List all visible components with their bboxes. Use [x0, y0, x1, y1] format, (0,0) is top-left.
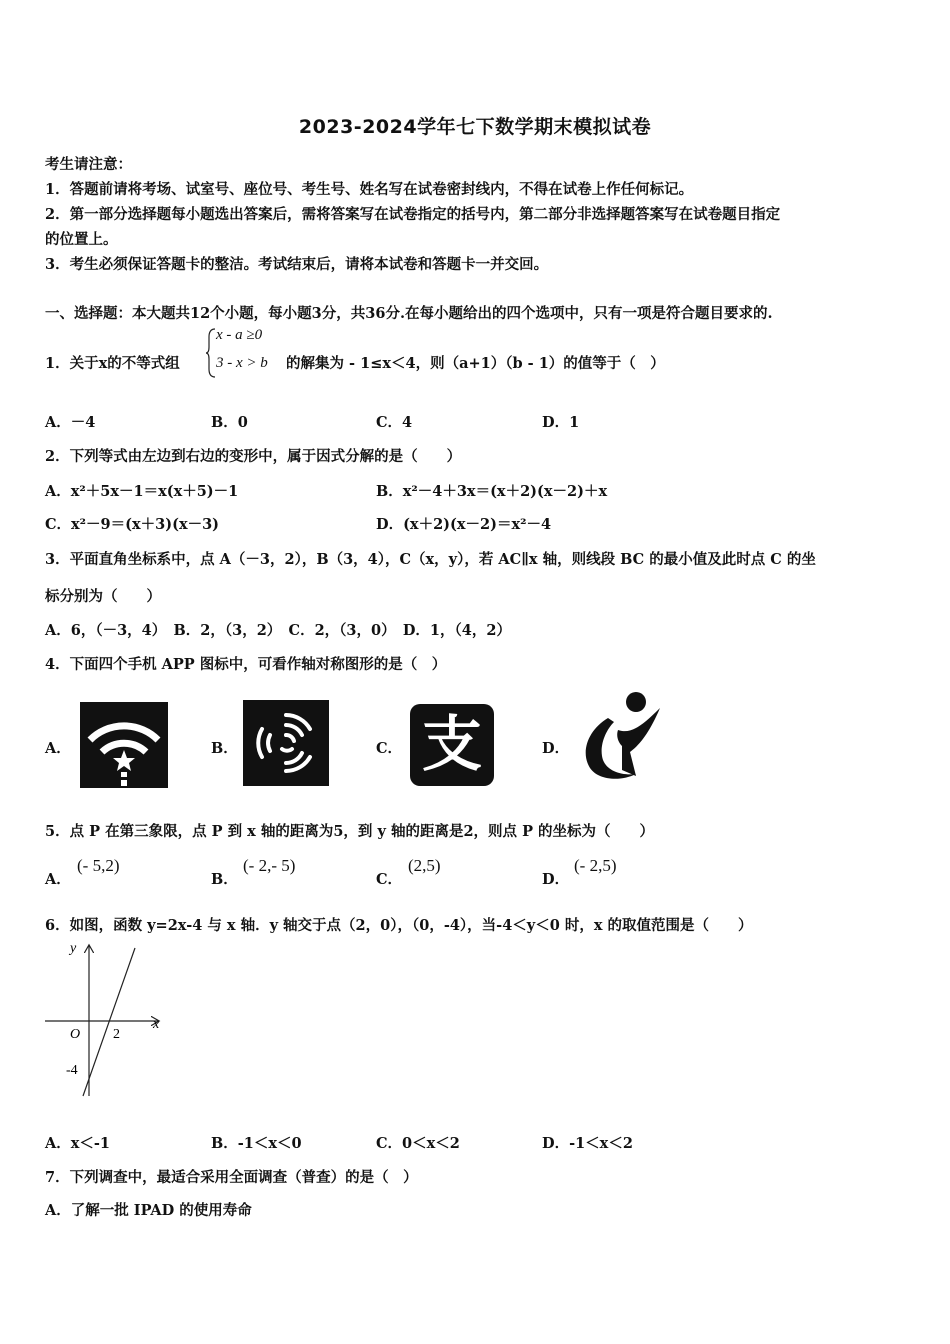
x-axis-label: x	[153, 1017, 160, 1032]
q5-coord-b: (- 2,- 5)	[243, 856, 296, 875]
q5-label-b: B．	[211, 871, 238, 888]
q5-coord-d: (- 2,5)	[574, 856, 617, 875]
q6-option-c: C．0＜x＜2	[376, 1135, 460, 1152]
q6-graph	[40, 936, 170, 1101]
page-title: 2023-2024学年七下数学期末模拟试卷	[298, 116, 652, 138]
x-intercept-label: 2	[113, 1027, 120, 1042]
q7-option-a: A．了解一批 IPAD 的使用寿命	[45, 1202, 252, 1219]
function-line	[83, 948, 135, 1096]
q1-option-d: D．1	[542, 414, 580, 431]
q6-option-d: D．-1＜x＜2	[542, 1135, 633, 1152]
q6-stem: 6．如图，函数 y=2x-4 与 x 轴．y 轴交于点（2，0），（0，-4），当-4＜y＜0 时，x 的取值范围是（ ）	[45, 917, 753, 934]
notice-item-1: 1．答题前请将考场、试室号、座位号、考生号、姓名写在试卷密封线内，不得在试卷上作任何标记。	[45, 181, 694, 198]
q1-option-b: B．0	[211, 414, 248, 431]
y-intercept-label: -4	[66, 1063, 78, 1078]
q1-prefix: 1．关于x的不等式组	[45, 355, 180, 372]
origin-label: O	[70, 1027, 81, 1042]
alipay-app-icon	[410, 704, 494, 786]
q6-option-b: B．-1＜x＜0	[211, 1135, 302, 1152]
q2-option-b: B．x²－4＋3x＝(x＋2)(x－2)＋x	[376, 483, 608, 500]
q4-label-d: D．	[542, 740, 570, 757]
q1-inequality-2: 3 - x > b	[216, 355, 268, 371]
q5-label-c: C．	[376, 871, 403, 888]
q5-coord-c: (2,5)	[408, 856, 441, 875]
q5-stem: 5．点 P 在第三象限，点 P 到 x 轴的距离为5，到 y 轴的距离是2，则点 P 的坐标为（ ）	[45, 823, 655, 840]
section-heading: 一、选择题：本大题共12个小题，每小题3分，共36分.在每小题给出的四个选项中，只有一项是符合题目要求的.	[45, 305, 773, 322]
y-axis-label: y	[70, 941, 77, 956]
q2-option-d: D．(x＋2)(x－2)＝x²－4	[376, 516, 552, 533]
q4-label-c: C．	[376, 740, 403, 757]
q1-option-a: A．－4	[45, 414, 96, 431]
q5-label-a: A．	[45, 871, 71, 888]
q4-label-a: A．	[45, 740, 71, 757]
wifi-app-icon	[80, 702, 168, 788]
q1-inequality-1: x - a ≥0	[216, 327, 263, 343]
q3-options: A．6，（－3，4） B．2，（3，2） C．2，（3，0） D．1，（4，2）	[45, 622, 511, 639]
q2-stem: 2．下列等式由左边到右边的变形中，属于因式分解的是（ ）	[45, 448, 462, 465]
q7-stem: 7．下列调查中，最适合采用全面调查（普查）的是（ ）	[45, 1169, 418, 1186]
q5-coord-a: (- 5,2)	[77, 856, 120, 875]
q4-stem: 4．下面四个手机 APP 图标中，可看作轴对称图形的是（ ）	[45, 656, 447, 673]
notice-heading: 考生请注意：	[45, 156, 132, 173]
notice-item-3: 3．考生必须保证答题卡的整洁。考试结束后，请将本试卷和答题卡一并交回。	[45, 256, 549, 273]
q3-stem-line1: 3．平面直角坐标系中，点 A（－3，2），B（3，4），C（x，y），若 AC∥x 轴，则线段 BC 的最小值及此时点 C 的坐	[45, 551, 816, 568]
figure-logo-icon	[578, 690, 666, 786]
notice-item-2-line1: 2．第一部分选择题每小题选出答案后，需将答案写在试卷指定的括号内，第二部分非选择题答案写在试卷题目指定	[45, 206, 781, 223]
notice-item-2-line2: 的位置上。	[45, 231, 118, 248]
q5-label-d: D．	[542, 871, 570, 888]
q1-suffix: 的解集为 - 1≤x＜4，则（a+1）（b - 1）的值等于（ ）	[286, 355, 665, 372]
q2-option-c: C．x²－9＝(x＋3)(x－3)	[45, 516, 220, 533]
swirl-app-icon	[243, 700, 329, 786]
q3-stem-line2: 标分别为（ ）	[45, 588, 161, 605]
q6-option-a: A．x＜-1	[45, 1135, 111, 1152]
q1-option-c: C．4	[376, 414, 413, 431]
q2-option-a: A．x²＋5x－1＝x(x＋5)－1	[45, 483, 239, 500]
q4-label-b: B．	[211, 740, 238, 757]
alipay-glyph: 支	[422, 710, 482, 780]
